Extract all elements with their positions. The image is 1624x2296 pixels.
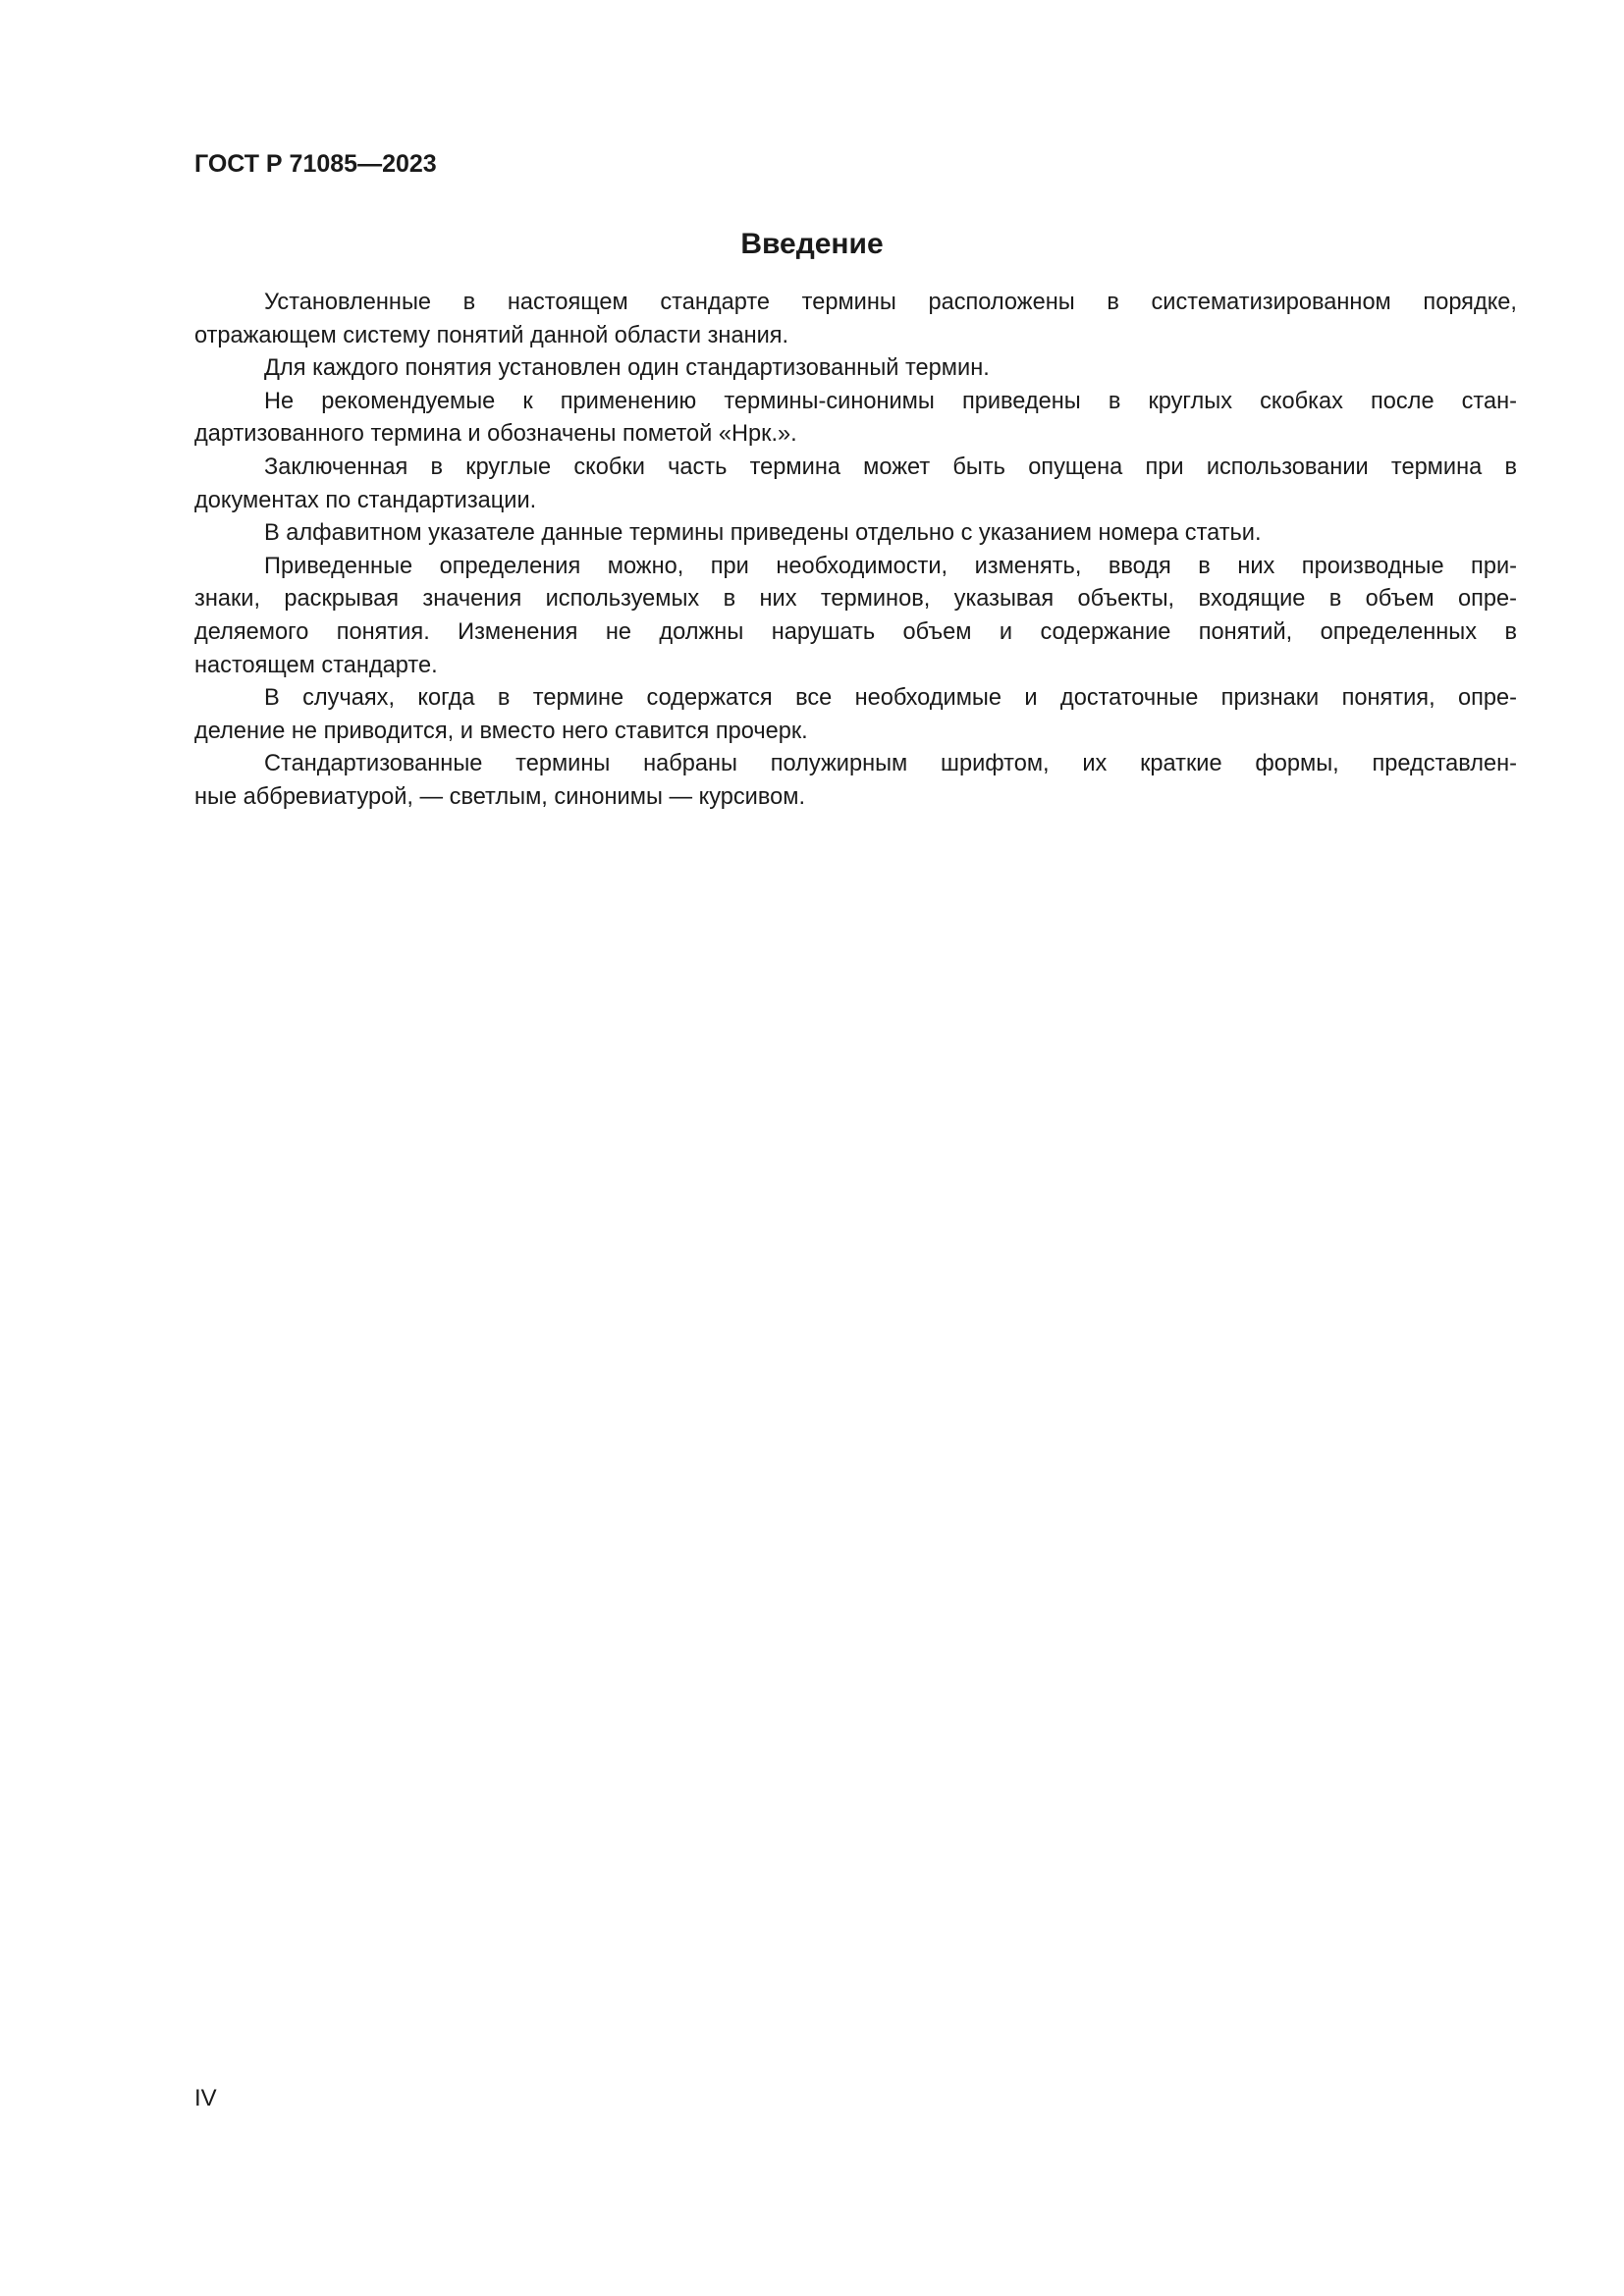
paragraph [194,517,1517,551]
paragraph-line: Заключенная в круглые скобки часть термина может быть опущена при использовании термина в [264,454,1517,480]
paragraph [194,748,1517,814]
paragraph-line: деление не приводится, и вместо него ставится прочерк. [194,718,808,744]
paragraph-line: настоящем стандарте. [194,652,438,678]
paragraph-line: деляемого понятия. Изменения не должны нарушать объем и содержание понятий, определенных в [194,618,1517,645]
document-designation: ГОСТ Р 71085—2023 [194,150,437,178]
paragraph [194,452,1517,517]
paragraph-line: В алфавитном указателе данные термины приведены отдельно с указанием номера статьи. [264,520,1262,547]
paragraph [194,352,1517,386]
paragraph-line: В случаях, когда в термине содержатся все необходимые и достаточные признаки понятия, опре- [264,685,1517,712]
introduction-body [194,287,1517,815]
paragraph [194,287,1517,352]
section-title: Введение [740,228,884,260]
paragraph-line: дартизованного термина и обозначены пометой «Нрк.». [194,421,797,448]
paragraph-line: Стандартизованные термины набраны полужирным шрифтом, их краткие формы, представлен- [264,751,1517,777]
paragraph-line: Приведенные определения можно, при необходимости, изменять, вводя в них производные при- [264,553,1517,579]
paragraph-line: ные аббревиатурой, — светлым, синонимы — курсивом. [194,783,806,810]
paragraph [194,682,1517,748]
page-number: IV [194,2085,217,2111]
paragraph [194,386,1517,452]
paragraph-line: отражающем систему понятий данной области знания. [194,322,789,348]
paragraph-line: знаки, раскрывая значения используемых в них терминов, указывая объекты, входящие в объем опре- [194,586,1517,613]
paragraph-line: Не рекомендуемые к применению термины-синонимы приведены в круглых скобках после стан- [264,388,1517,414]
paragraph-line: Установленные в настоящем стандарте термины расположены в систематизированном порядке, [264,290,1517,315]
paragraph-line: Для каждого понятия установлен один стандартизованный термин. [264,355,990,382]
paragraph [194,551,1517,682]
paragraph-line: документах по стандартизации. [194,487,537,513]
